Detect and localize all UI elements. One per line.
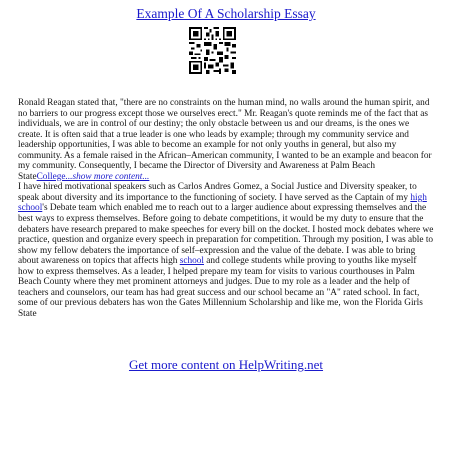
college-link[interactable]: College <box>36 171 66 182</box>
high-school-link[interactable]: high school <box>18 192 427 214</box>
get-more-content-link[interactable]: Get more content on HelpWriting.net <box>128 357 324 372</box>
paragraph-2-text-part-2: 's Debate team which enabled me to reach out to a larger audience about expressing themselves and the best ways to express themselves. Before going to debate competitions, it would be my duty to ensure that the debaters have research prepared to make speeches for every bill on the docket. I hosted mock debates where we practice, question and organize every speech in preparation for competition. Through my position, I was able to show my fellow debaters the importance of self–expression and the value of the debate. I was able to bring about awareness on topics that affects high <box>18 203 434 267</box>
essay-paragraph-2 <box>18 182 434 319</box>
paragraph-2-text-part-3: and college students while proving to youths like myself how to express themselves. As a leader, I helped prepare my team for visits to various courthouses in Palm Beach County where they met prominent attorneys and judges. Due to my role as a leader and the help of teachers and counselors, our team has had great success and our school became an "A" rated school. In fact, some of our previous debaters has won the Gates Millennium Scholarship and like me, won the Florida Girls State <box>18 256 423 319</box>
qr-code-icon <box>189 27 236 74</box>
essay-title-link[interactable]: Example Of A Scholarship Essay <box>136 6 316 21</box>
paragraph-2-text-part-1: I have hired motivational speakers such as Carlos Andres Gomez, a Social Justice and Diversity speaker, to speak about diversity and its importance to the functioning of society. I have served as the Captain of my <box>18 182 417 203</box>
essay-paragraph-1 <box>18 98 434 182</box>
show-more-link[interactable]: ...show more content... <box>65 171 150 182</box>
school-link[interactable]: school <box>179 256 204 267</box>
essay-body <box>18 98 434 319</box>
paragraph-1-text: Ronald Reagan stated that, "there are no constraints on the human mind, no walls around the human spirit, and no barriers to our progress except those we ourselves erect." Mr. Reagan's quote reminds me of the fact that as individuals, we are in control of our destiny; the only obstacle between us and our dreams, is the ones we create. It is often said that a true leader is one who leads by example; through my community service and leadership opportunities, I was able to become an example for not only youths in general, but also my community. As a female raised in the African–American community, I wanted to be an example and beacon for my community. Consequently, I became the Director of Diversity and Awareness at Palm Beach State <box>18 98 432 182</box>
